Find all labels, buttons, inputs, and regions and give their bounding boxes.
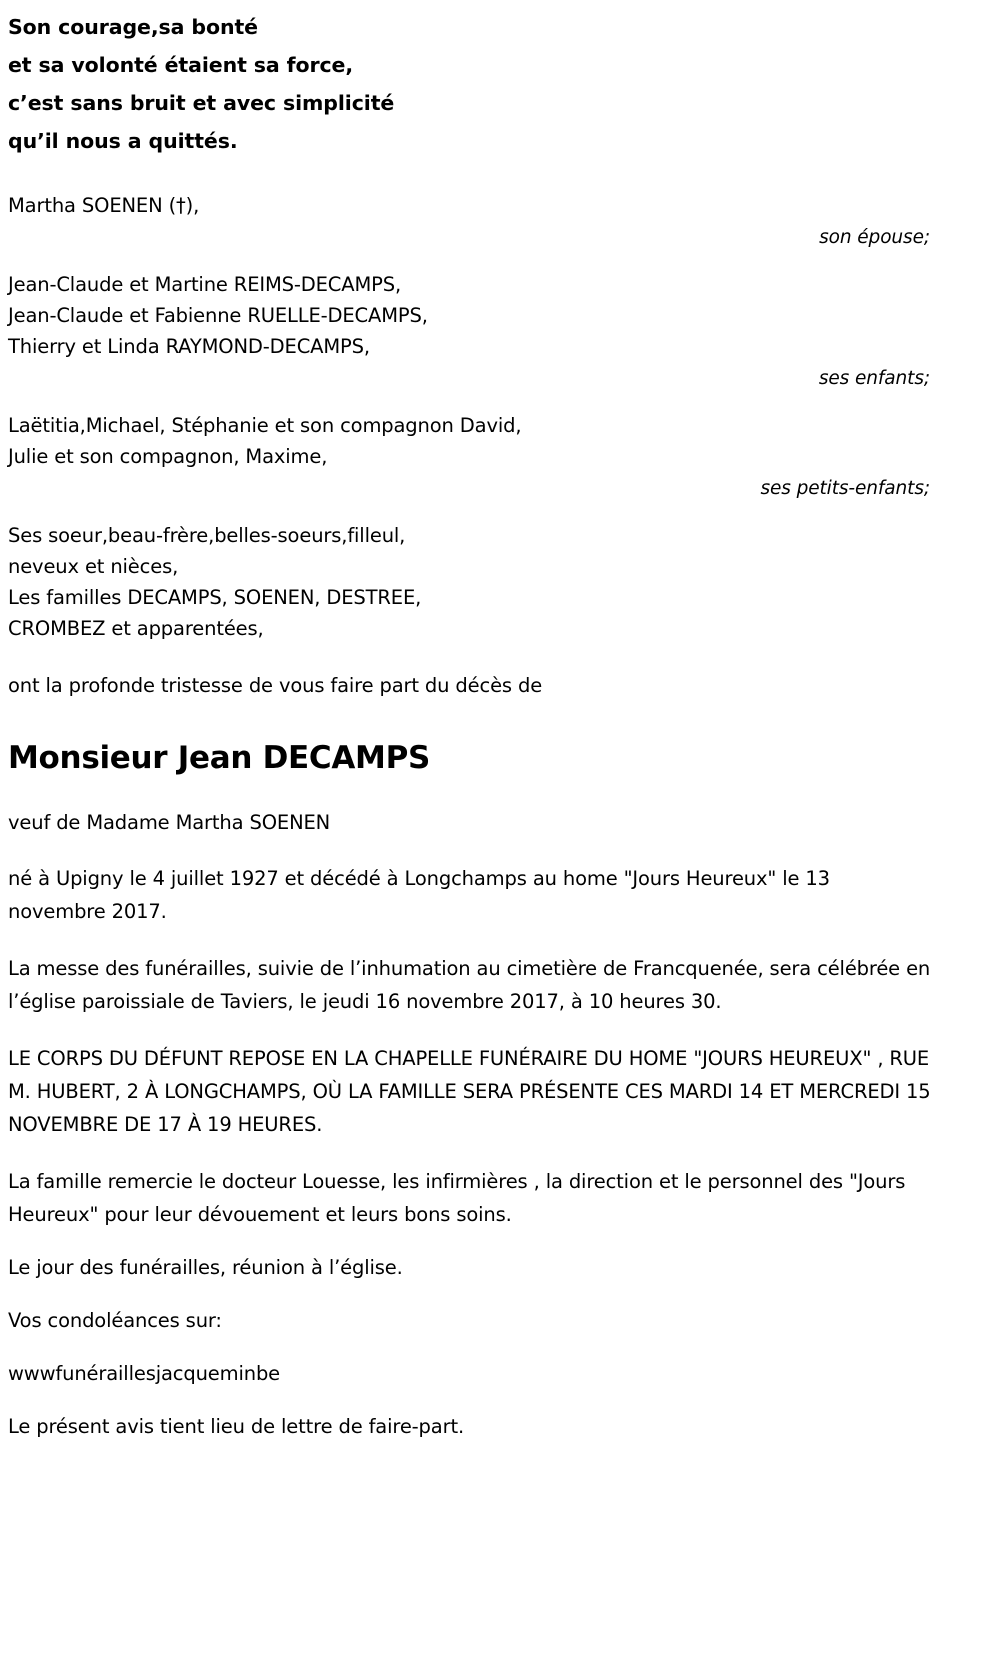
- family-member-name: Martha SOENEN (†),: [8, 194, 200, 217]
- family-group-children: [8, 269, 932, 394]
- family-member-name: Jean-Claude et Fabienne RUELLE-DECAMPS,: [8, 304, 428, 327]
- family-member-name: Thierry et Linda RAYMOND-DECAMPS,: [8, 335, 370, 358]
- family-member-name: Laëtitia,Michael, Stéphanie et son compagnon David,: [8, 414, 522, 437]
- family-member-name: Jean-Claude et Martine REIMS-DECAMPS,: [8, 273, 402, 296]
- epitaph-line-3: c’est sans bruit et avec simplicité: [8, 91, 395, 115]
- deceased-name-heading: Monsieur Jean DECAMPS: [8, 740, 431, 776]
- epitaph-line-4: qu’il nous a quittés.: [8, 129, 238, 153]
- thanks-paragraph: La famille remercie le docteur Louesse, les infirmières , la direction et le personnel des "Jours Heureux" pour leur dévouement et leurs bons soins.: [8, 1170, 906, 1226]
- family-member-name: CROMBEZ et apparentées,: [8, 617, 264, 640]
- announcement-intro: ont la profonde tristesse de vous faire part du décès de: [8, 674, 543, 697]
- epitaph-block: [8, 8, 932, 160]
- gathering-paragraph: Le jour des funérailles, réunion à l’église.: [8, 1256, 403, 1279]
- epitaph-line-2: et sa volonté étaient sa force,: [8, 53, 354, 77]
- condolences-label: Vos condoléances sur:: [8, 1309, 222, 1332]
- relation-label-grandchildren: ses petits-enfants;: [760, 478, 930, 499]
- relation-label-spouse: son épouse;: [819, 227, 930, 248]
- family-member-name: neveux et nièces,: [8, 555, 179, 578]
- closing-paragraph: Le présent avis tient lieu de lettre de faire-part.: [8, 1415, 464, 1438]
- family-member-name: Ses soeur,beau-frère,belles-soeurs,filleul,: [8, 524, 406, 547]
- family-group-grandchildren: [8, 410, 932, 504]
- family-listing: [8, 190, 932, 644]
- condolences-url: wwwfunéraillesjacqueminbe: [8, 1362, 281, 1385]
- relation-label-children: ses enfants;: [818, 368, 930, 389]
- widower-of-line: veuf de Madame Martha SOENEN: [8, 811, 331, 834]
- family-group-relatives: [8, 520, 932, 644]
- funeral-mass-paragraph: La messe des funérailles, suivie de l’inhumation au cimetière de Francquenée, sera célébrée en l’église paroissiale de Taviers, le jeudi 16 novembre 2017, à 10 heures 30.: [8, 957, 931, 1013]
- repose-notice-paragraph: LE CORPS DU DÉFUNT REPOSE EN LA CHAPELLE FUNÉRAIRE DU HOME "JOURS HEUREUX" , RUE M. HUBERT, 2 À LONGCHAMPS, OÙ LA FAMILLE SERA PRÉSENTE CES MARDI 14 ET MERCREDI 15 NOVEMBRE DE 17 À 19 HEURES.: [8, 1047, 931, 1136]
- epitaph-line-1: Son courage,sa bonté: [8, 15, 258, 39]
- family-member-name: Les familles DECAMPS, SOENEN, DESTREE,: [8, 586, 422, 609]
- family-group-spouse: [8, 190, 932, 253]
- birth-death-paragraph: né à Upigny le 4 juillet 1927 et décédé à Longchamps au home "Jours Heureux" le 13 novembre 2017.: [8, 867, 830, 923]
- family-member-name: Julie et son compagnon, Maxime,: [8, 445, 328, 468]
